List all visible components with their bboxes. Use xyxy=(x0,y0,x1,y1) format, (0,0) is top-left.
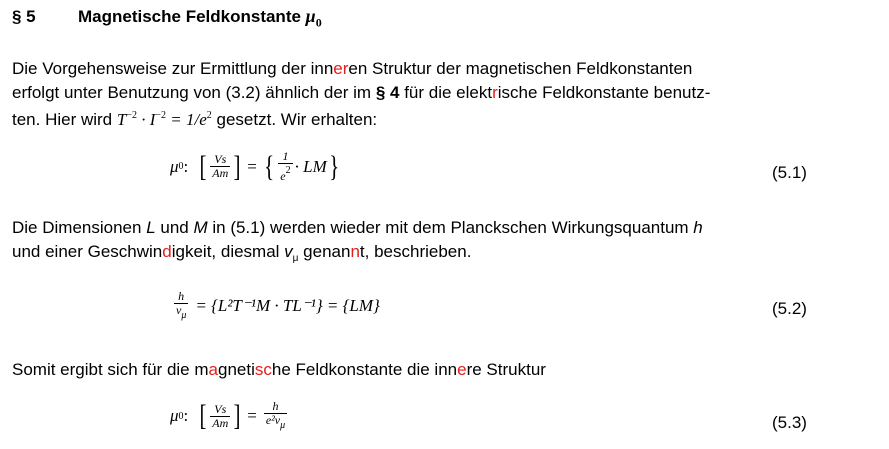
inline-formula: $T^{-2} \cdot I^{-2} = 1/e^2$ xyxy=(116,110,212,129)
equation-number-5-1: (5.1) xyxy=(772,163,807,182)
section-number: § 5 xyxy=(12,7,36,26)
equation-number-5-2: (5.2) xyxy=(772,299,807,318)
paragraph-3: Somit ergibt sich für die magnetische Feldkonstante die innere Struktur xyxy=(12,360,546,379)
paragraph-2: Die Dimensionen L und M in (5.1) werden wieder mit dem Planckschen Wirkungsquantum h und einer Geschwindigkeit, diesmal $v_\mu$ genannt, beschrieben. xyxy=(12,218,703,264)
equation-5-1: μ 0 : [ $\frac{Vs}{Am}$ ] = { $\frac{1}{e^2}$ · LM } xyxy=(170,149,339,183)
paragraph-1: Die Vorgehensweise zur Ermittlung der inneren Struktur der magnetischen Feldkonstanten erfolgt unter Benutzung von (3.2) ähnlich der im § 4 für die elektrische Feldkonstante benutz- ten. Hier wird $T^{-2} \cdot I^{-2} = 1/e^2$ gesetzt. Wir erhalten: xyxy=(12,59,711,129)
section-symbol: $\mu_0$ xyxy=(305,6,322,30)
section-title: Magnetische Feldkonstante xyxy=(78,7,301,26)
equation-5-3: μ 0 : [ $\frac{Vs}{Am}$ ] = $\frac{h}{e^2v_\mu}$ xyxy=(170,399,286,432)
equation-5-2: $\frac{h}{v_\mu}$ = {L²T⁻¹M · TL⁻¹} = {LM} xyxy=(176,289,380,321)
equation-number-5-3: (5.3) xyxy=(772,413,807,432)
section-heading xyxy=(12,6,322,31)
